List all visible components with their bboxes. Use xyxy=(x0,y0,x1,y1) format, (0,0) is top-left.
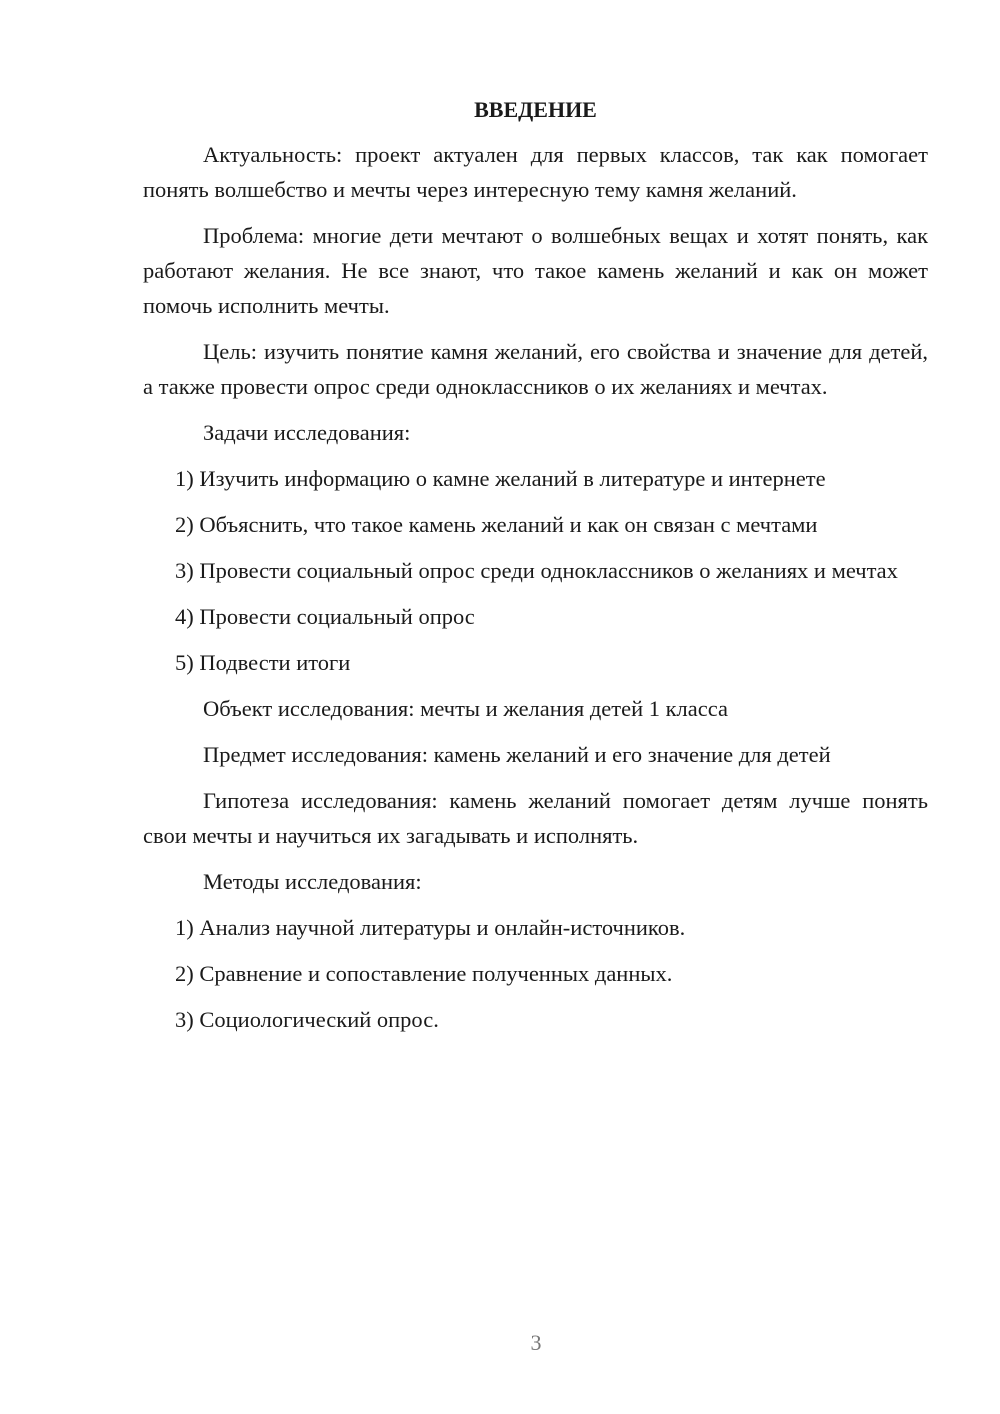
task-item: 2) Объяснить, что такое камень желаний и как он связан с мечтами xyxy=(175,512,818,537)
problem-paragraph: Проблема: многие дети мечтают о волшебных вещах и хотят понять, как работают желания. Не все знают, что такое камень желаний и как он может помочь исполнить мечты. xyxy=(143,223,928,318)
subject-paragraph: Предмет исследования: камень желаний и его значение для детей xyxy=(203,742,831,767)
goal-paragraph: Цель: изучить понятие камня желаний, его свойства и значение для детей, а также провести опрос среди одноклассников о их желаниях и мечтах. xyxy=(143,339,928,399)
section-heading: ВВЕДЕНИЕ xyxy=(474,97,597,122)
page-content xyxy=(143,92,928,1048)
method-item: 1) Анализ научной литературы и онлайн-источников. xyxy=(175,915,686,940)
relevance-paragraph: Актуальность: проект актуален для первых классов, так как помогает понять волшебство и мечты через интересную тему камня желаний. xyxy=(143,142,928,202)
tasks-label: Задачи исследования: xyxy=(203,420,411,445)
page-number: 3 xyxy=(530,1330,542,1355)
task-item: 1) Изучить информацию о камне желаний в литературе и интернете xyxy=(175,466,826,491)
method-item: 2) Сравнение и сопоставление полученных данных. xyxy=(175,961,673,986)
task-item: 3) Провести социальный опрос среди одноклассников о желаниях и мечтах xyxy=(175,558,898,583)
method-item: 3) Социологический опрос. xyxy=(175,1007,439,1032)
hypothesis-paragraph: Гипотеза исследования: камень желаний помогает детям лучше понять свои мечты и научиться их загадывать и исполнять. xyxy=(143,788,928,848)
methods-label: Методы исследования: xyxy=(203,869,422,894)
task-item: 4) Провести социальный опрос xyxy=(175,604,475,629)
object-paragraph: Объект исследования: мечты и желания детей 1 класса xyxy=(203,696,729,721)
task-item: 5) Подвести итоги xyxy=(175,650,351,675)
